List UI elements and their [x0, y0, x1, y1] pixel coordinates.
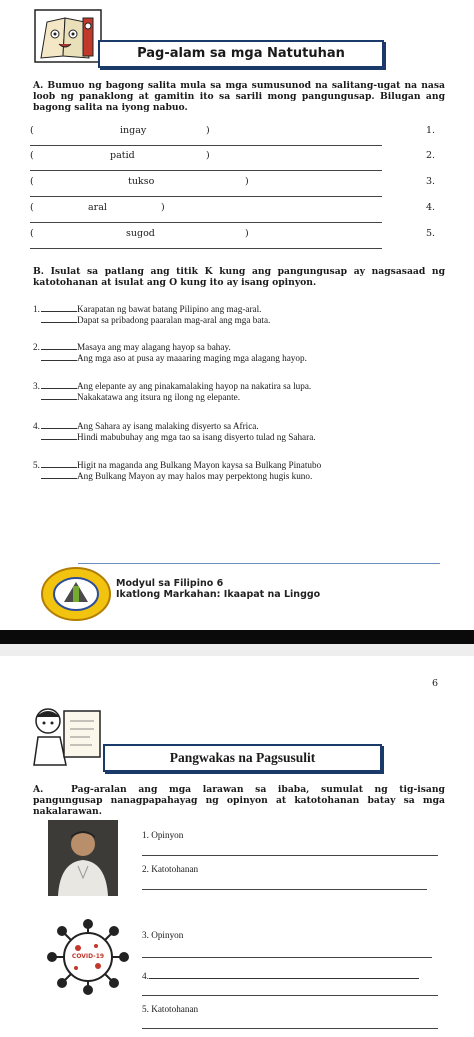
title-box	[103, 744, 382, 772]
answer-blank[interactable]	[41, 380, 77, 389]
part-a-list	[30, 122, 442, 252]
footer-line-2: Ikatlong Markahan: Ikaapat na Linggo	[116, 589, 321, 600]
footer-divider	[78, 563, 440, 564]
title-box	[98, 40, 384, 68]
prompt-1: 1. Opinyon	[142, 830, 184, 840]
answer-line[interactable]	[30, 222, 382, 223]
instruction: A. Pag-aralan ang mga larawan sa ibaba, sumulat ng tig-isang pangungusap nanagpapahayag ng opinyon at katotohanan batay sa mga nakalarawan.	[33, 784, 445, 817]
student-reading-icon	[30, 703, 114, 767]
answer-line[interactable]	[30, 248, 382, 249]
virus-label: COVID-19	[71, 953, 105, 960]
page-title: Pag-alam sa mga Natutuhan	[137, 46, 345, 61]
answer-blank[interactable]	[41, 431, 77, 440]
answer-blank[interactable]	[41, 420, 77, 429]
page-gap	[0, 644, 474, 656]
answer-line[interactable]	[30, 170, 382, 171]
list-item: 1. Karapatan ng bawat batang Pilipino ang mag-aral. Dapat sa pribadong paaralan mag-aral ang mga bata.	[33, 304, 271, 325]
list-item: 5. Higit na maganda ang Bulkang Mayon kaysa sa Bulkang Pinatubo Ang Bulkang Mayon ay may halos may perpektong hugis kuno.	[33, 460, 322, 481]
answer-blank[interactable]	[149, 970, 419, 979]
answer-line[interactable]	[142, 1028, 438, 1029]
prompt-5: 5. Katotohanan	[142, 1004, 199, 1014]
answer-blank[interactable]	[41, 303, 77, 312]
list-item: 4. Ang Sahara ay isang malaking disyerto sa Africa. Hindi mabubuhay ang mga tao sa isang disyerto tulad ng Sahara.	[33, 421, 316, 442]
answer-line[interactable]	[142, 957, 432, 958]
footer-module	[116, 578, 416, 600]
answer-line[interactable]	[142, 889, 427, 890]
answer-blank[interactable]	[41, 352, 77, 361]
list-item: ( sugod ) 5.	[30, 228, 442, 252]
list-item: 3. Ang elepante ay ang pinakamalaking hayop na nakatira sa lupa. Nakakatawa ang itsura ng ilong ng elepante.	[33, 381, 312, 402]
list-item: 2. Masaya ang may alagang hayop sa bahay. Ang mga aso at pusa ay maaaring maging mga alagang hayop.	[33, 342, 307, 363]
page-title: Pangwakas na Pagsusulit	[169, 750, 316, 765]
footer-line-1: Modyul sa Filipino 6	[116, 578, 224, 589]
list-item: ( patid ) 2.	[30, 150, 442, 174]
part-a-instruction: A. Bumuo ng bagong salita mula sa mga sumusunod na salitang-ugat na nasa loob ng panaklong at gamitin ito sa sarili mong pangungusap. Bilugan ang bagong salita na iyong nabuo.	[33, 80, 445, 113]
answer-blank[interactable]	[41, 314, 77, 323]
prompt-2: 2. Katotohanan	[142, 864, 199, 874]
list-item: ( tukso ) 3.	[30, 176, 442, 200]
answer-blank[interactable]	[41, 341, 77, 350]
answer-line[interactable]	[142, 855, 438, 856]
part-b-instruction: B. Isulat sa patlang ang titik K kung ang pangungusap ay nagsasaad ng katotohanan at isulat ang O kung ito ay isang opinyon.	[33, 266, 445, 288]
answer-blank[interactable]	[41, 459, 77, 468]
list-item: ( aral ) 4.	[30, 202, 442, 226]
division-seal-icon	[40, 566, 112, 622]
virus-icon	[42, 918, 134, 996]
prompt-3: 3. Opinyon	[142, 930, 184, 940]
page-separator	[0, 630, 474, 644]
prompt-4: 4.	[142, 970, 419, 981]
answer-blank[interactable]	[41, 391, 77, 400]
answer-line[interactable]	[30, 145, 382, 146]
book-character-icon	[33, 8, 103, 64]
answer-line[interactable]	[30, 196, 382, 197]
page-number: 6	[432, 678, 439, 689]
list-item: ( ingay ) 1.	[30, 125, 442, 149]
answer-line[interactable]	[142, 995, 438, 996]
person-photo	[48, 820, 118, 896]
part-b-list	[33, 303, 443, 493]
answer-blank[interactable]	[41, 470, 77, 479]
